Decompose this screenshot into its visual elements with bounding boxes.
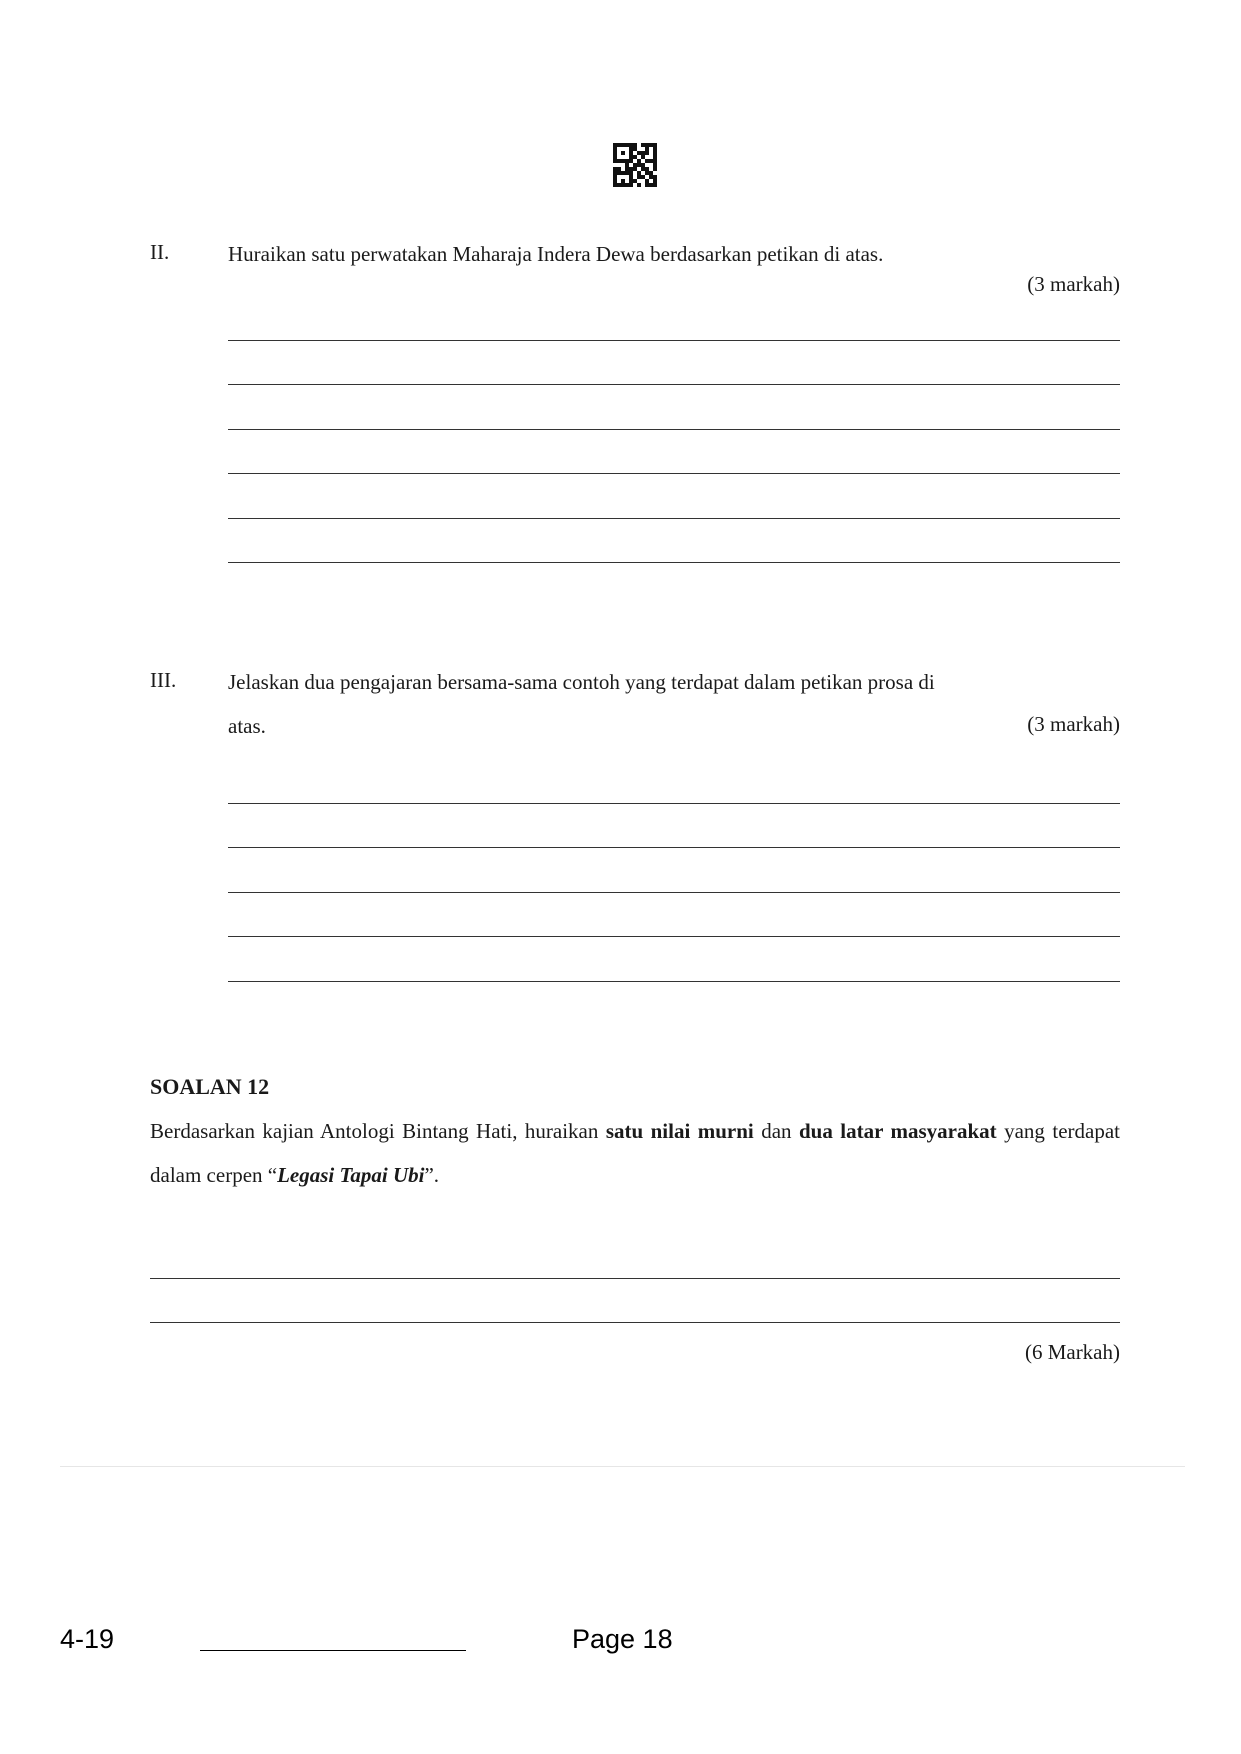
bold-term: satu nilai murni <box>605 1119 754 1143</box>
answer-line[interactable] <box>228 803 1120 804</box>
text-span: dan <box>753 1119 799 1143</box>
story-title: Legasi Tapai Ubi <box>277 1163 425 1187</box>
answer-line[interactable] <box>228 384 1120 385</box>
answer-line[interactable] <box>228 429 1120 430</box>
page-number: Page 18 <box>572 1624 673 1654</box>
page-divider <box>60 1466 1185 1467</box>
question-2-marks: (3 markah) <box>1027 272 1120 296</box>
answer-line[interactable] <box>228 473 1120 474</box>
answer-line[interactable] <box>228 936 1120 937</box>
text-span: Berdasarkan kajian Antologi Bintang Hati, huraikan <box>150 1119 606 1143</box>
question-2-number: II. <box>150 240 170 264</box>
question-3-number: III. <box>150 668 177 692</box>
question-3-text-line2: atas. <box>228 714 266 738</box>
footer-code: 4-19 <box>60 1624 115 1654</box>
answer-line[interactable] <box>150 1322 1120 1323</box>
footer-line <box>200 1650 466 1651</box>
question-12-marks: (6 Markah) <box>1024 1340 1120 1364</box>
answer-line[interactable] <box>228 340 1120 341</box>
answer-line[interactable] <box>228 981 1120 982</box>
bold-term: dua latar masyarakat <box>798 1119 997 1143</box>
question-12-text <box>150 1109 1120 1197</box>
answer-line[interactable] <box>228 847 1120 848</box>
section-heading: SOALAN 12 <box>150 1074 270 1099</box>
answer-line[interactable] <box>228 562 1120 563</box>
text-span: ”. <box>424 1163 440 1187</box>
question-3-marks: (3 markah) <box>1027 712 1120 736</box>
question-3-text-line1: Jelaskan dua pengajaran bersama-sama contoh yang terdapat dalam petikan prosa di <box>228 670 935 694</box>
qr-code-icon <box>613 143 657 187</box>
answer-line[interactable] <box>150 1278 1120 1279</box>
question-2-text: Huraikan satu perwatakan Maharaja Indera Dewa berdasarkan petikan di atas. <box>228 242 884 266</box>
answer-line[interactable] <box>228 518 1120 519</box>
text-span: yang terdapat dalam cerpen “ <box>150 1119 1120 1187</box>
answer-line[interactable] <box>228 892 1120 893</box>
